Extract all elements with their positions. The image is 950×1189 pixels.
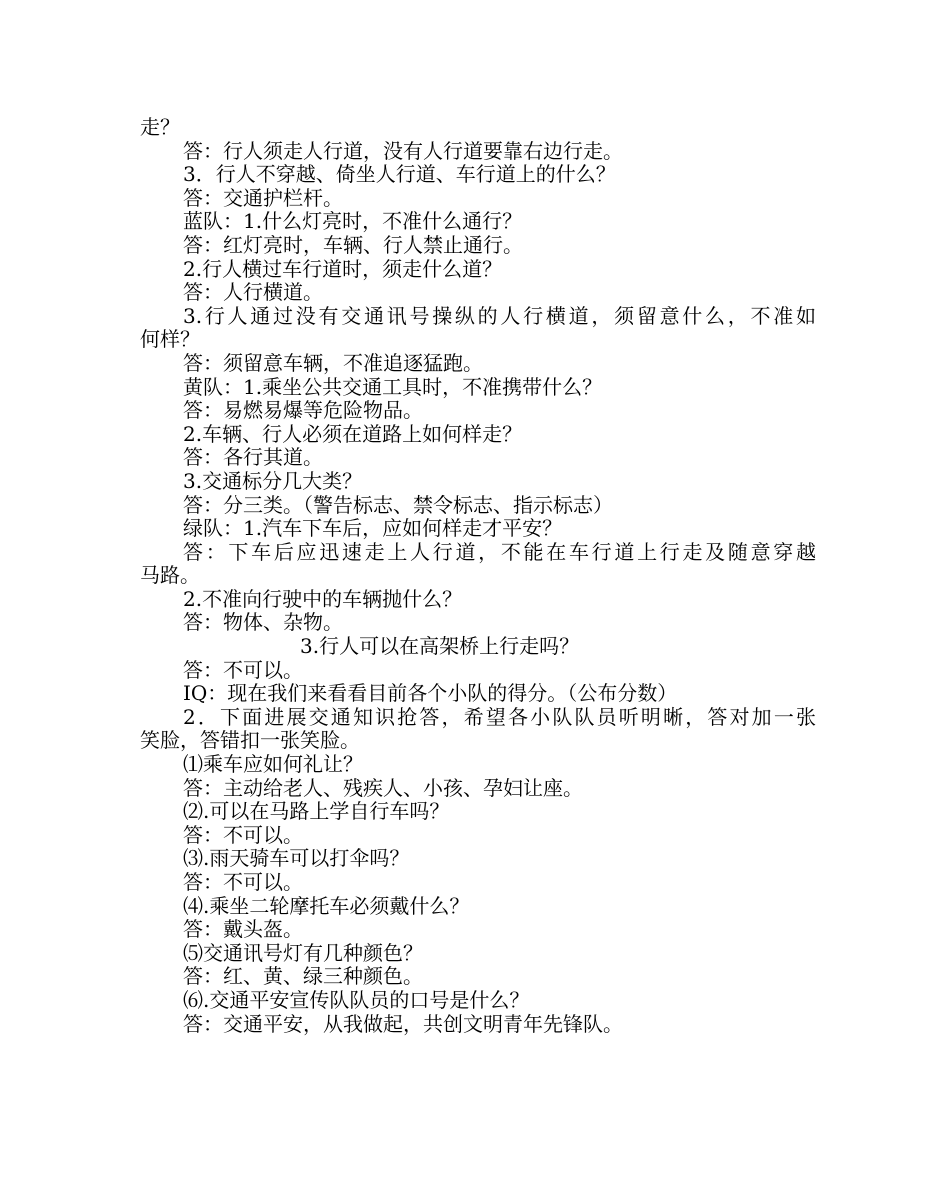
text-line: 马路。 xyxy=(140,563,200,588)
text-line: 答：易燃易爆等危险物品。 xyxy=(183,398,423,423)
text-line: 3.行人通过没有交通讯号操纵的人行横道，须留意什么，不准如 xyxy=(183,303,816,328)
text-line: 黄队：1.乘坐公共交通工具时，不准携带什么？ xyxy=(183,374,603,399)
text-line: ⑶.雨天骑车可以打伞吗？ xyxy=(183,846,410,871)
text-line: 2.车辆、行人必须在道路上如何样走？ xyxy=(183,421,523,446)
text-line: 3.行人可以在高架桥上行走吗？ xyxy=(300,634,580,659)
text-line: 3．行人不穿越、倚坐人行道、车行道上的什么？ xyxy=(183,162,616,187)
text-line: ⑴乘车应如何礼让？ xyxy=(183,752,363,777)
text-line: 笑脸，答错扣一张笑脸。 xyxy=(140,728,360,753)
text-line: 2．下面进展交通知识抢答，希望各小队队员听明晰，答对加一张 xyxy=(183,704,816,729)
text-line: 答：戴头盔。 xyxy=(183,917,303,942)
text-line: 答：交通平安，从我做起，共创文明青年先锋队。 xyxy=(183,1011,623,1036)
text-line: 3.交通标分几大类？ xyxy=(183,468,363,493)
text-line: 答：不可以。 xyxy=(183,870,303,894)
text-line: 答：主动给老人、残疾人、小孩、孕妇让座。 xyxy=(183,775,583,800)
document-body xyxy=(140,116,816,1036)
text-line: ⑷.乘坐二轮摩托车必须戴什么？ xyxy=(183,893,470,918)
text-line: IQ：现在我们来看看目前各个小队的得分。（公布分数） xyxy=(183,681,678,706)
text-line: 答：人行横道。 xyxy=(183,280,323,305)
text-line: 2.行人横过车行道时，须走什么道？ xyxy=(183,256,503,281)
text-line: 答：物体、杂物。 xyxy=(183,610,343,635)
text-line: 答：各行其道。 xyxy=(183,445,323,470)
text-line: 何样？ xyxy=(140,327,200,352)
text-line: 绿队：1.汽车下车后，应如何样走才平安？ xyxy=(183,516,563,541)
text-line: 走？ xyxy=(140,115,180,139)
text-line: ⑸交通讯号灯有几种颜色？ xyxy=(183,940,423,965)
text-line: 蓝队：1.什么灯亮时，不准什么通行？ xyxy=(183,209,523,234)
text-line: 答：须留意车辆，不准追逐猛跑。 xyxy=(183,350,483,375)
text-line: 答：下车后应迅速走上人行道，不能在车行道上行走及随意穿越 xyxy=(183,539,816,564)
text-line: ⑵.可以在马路上学自行车吗？ xyxy=(183,799,450,824)
text-line: 答：不可以。 xyxy=(183,657,303,682)
text-line: 答：分三类。（警告标志、禁令标志、指示标志） xyxy=(183,492,613,517)
text-line: 答：红灯亮时，车辆、行人禁止通行。 xyxy=(183,232,523,257)
text-line: 2.不准向行驶中的车辆抛什么？ xyxy=(183,586,463,611)
text-line: 答：红、黄、绿三种颜色。 xyxy=(183,964,423,989)
text-line: 答：行人须走人行道，没有人行道要靠右边行走。 xyxy=(183,138,623,163)
text-line: 答：不可以。 xyxy=(183,822,303,847)
text-line: 答：交通护栏杆。 xyxy=(183,185,343,210)
text-line: ⑹.交通平安宣传队队员的口号是什么？ xyxy=(183,987,530,1012)
